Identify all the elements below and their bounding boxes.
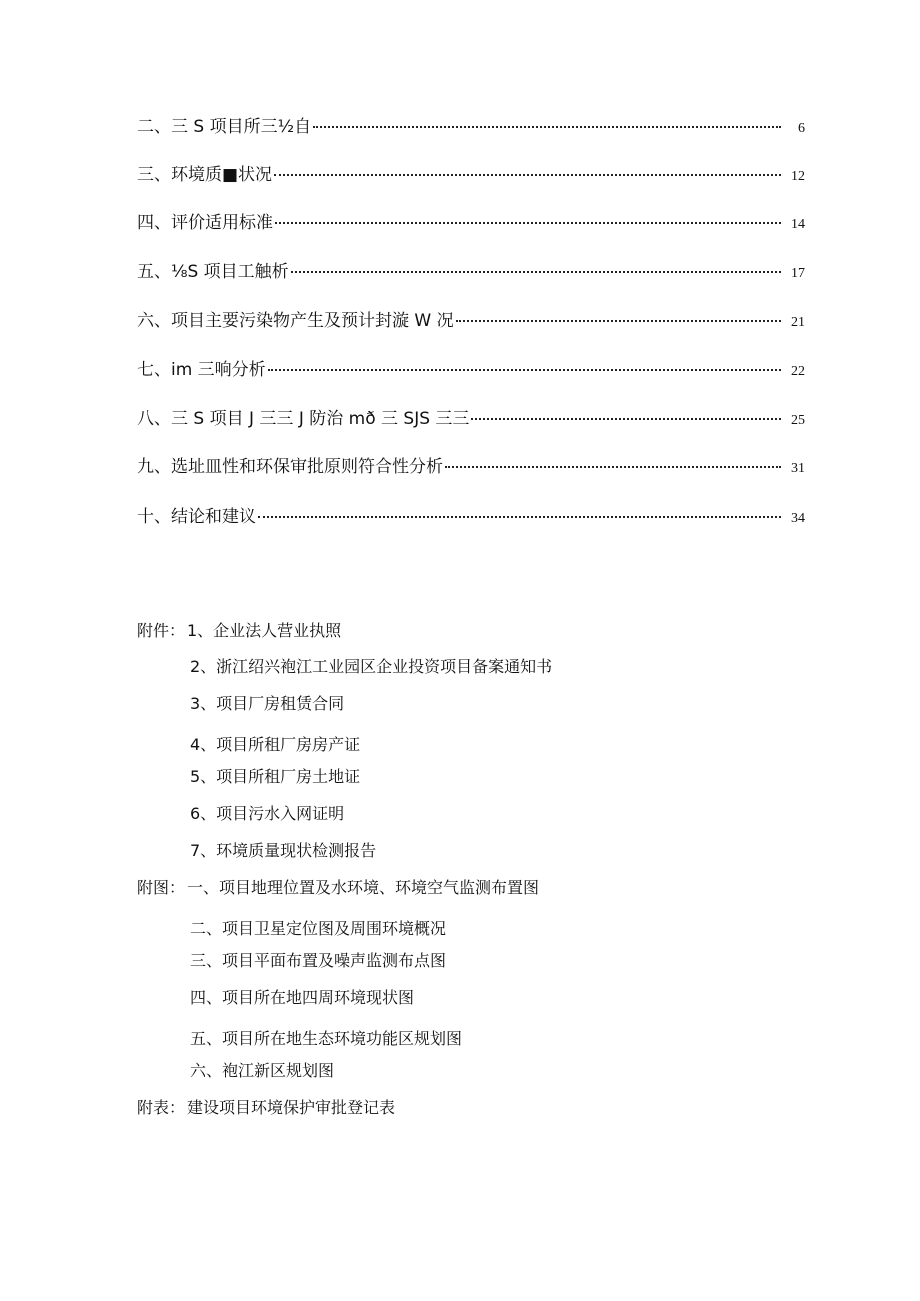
- toc-entry[interactable]: [137, 114, 805, 140]
- toc-entry-title: 六、项目主要污染物产生及预计封漩 W 况: [137, 311, 454, 331]
- toc-entry-title: 八、三 S 项目 J 三三 J 防治 mð 三 SJS 三三: [137, 409, 470, 429]
- attachment-item: 4、项目所租厂房房产证: [190, 735, 361, 754]
- toc-entry-page: 22: [791, 364, 805, 379]
- toc-entry-title: 二、三 S 项目所三½自: [137, 117, 312, 137]
- toc-leader-dots: [291, 271, 781, 273]
- toc-entry[interactable]: [137, 259, 805, 285]
- toc-leader-dots: [445, 466, 781, 468]
- attachments-heading: 附件：: [137, 621, 186, 640]
- toc-entry[interactable]: [137, 210, 805, 236]
- toc-entry[interactable]: [137, 162, 805, 188]
- toc-leader-dots: [456, 320, 781, 322]
- toc-entry-page: 25: [791, 413, 805, 428]
- toc-entry[interactable]: [137, 504, 805, 530]
- figure-item: 三、项目平面布置及噪声监测布点图: [190, 951, 447, 970]
- toc-leader-dots: [313, 126, 781, 128]
- attachment-item: 3、项目厂房租赁合同: [190, 694, 345, 713]
- figure-item: 一、项目地理位置及水环境、环境空气监测布置图: [187, 878, 540, 897]
- toc-entry[interactable]: [137, 406, 805, 432]
- toc-entry[interactable]: [137, 454, 805, 480]
- table-item: 建设项目环境保护审批登记表: [187, 1098, 396, 1117]
- toc-entry-page: 6: [798, 121, 805, 136]
- attachment-item: 5、项目所租厂房土地证: [190, 767, 361, 786]
- toc-leader-dots: [471, 418, 781, 420]
- toc-leader-dots: [258, 516, 781, 518]
- toc-entry-page: 14: [791, 217, 805, 232]
- toc-leader-dots: [268, 369, 781, 371]
- toc-entry-title: 四、评价适用标准: [137, 213, 273, 233]
- toc-entry-title: 五、⅛S 项目工触析: [137, 262, 289, 282]
- toc-entry-page: 34: [791, 511, 805, 526]
- toc-leader-dots: [274, 174, 781, 176]
- tables-heading: 附表：: [137, 1098, 186, 1117]
- toc-entry[interactable]: [137, 357, 805, 383]
- toc-entry-title: 三、环境质■状况: [137, 165, 273, 185]
- toc-entry-page: 17: [791, 266, 805, 281]
- attachment-item: 2、浙江绍兴袍江工业园区企业投资项目备案通知书: [190, 657, 553, 676]
- toc-entry-page: 21: [791, 315, 805, 330]
- figure-item: 五、项目所在地生态环境功能区规划图: [190, 1029, 463, 1048]
- figure-item: 四、项目所在地四周环境现状图: [190, 988, 415, 1007]
- toc-entry-title: 十、结论和建议: [137, 507, 256, 527]
- figure-item: 六、袍江新区规划图: [190, 1061, 335, 1080]
- toc-entry-page: 31: [791, 461, 805, 476]
- toc-entry-page: 12: [791, 169, 805, 184]
- toc-entry[interactable]: [137, 308, 805, 334]
- attachment-item: 7、环境质量现状检测报告: [190, 841, 377, 860]
- toc-leader-dots: [275, 222, 781, 224]
- figures-heading: 附图：: [137, 878, 186, 897]
- attachment-item: 1、企业法人营业执照: [187, 621, 342, 640]
- attachment-item: 6、项目污水入网证明: [190, 804, 345, 823]
- toc-entry-title: 七、im 三响分析: [137, 360, 266, 380]
- toc-entry-title: 九、选址皿性和环保审批原则符合性分析: [137, 457, 443, 477]
- figure-item: 二、项目卫星定位图及周围环境概况: [190, 919, 447, 938]
